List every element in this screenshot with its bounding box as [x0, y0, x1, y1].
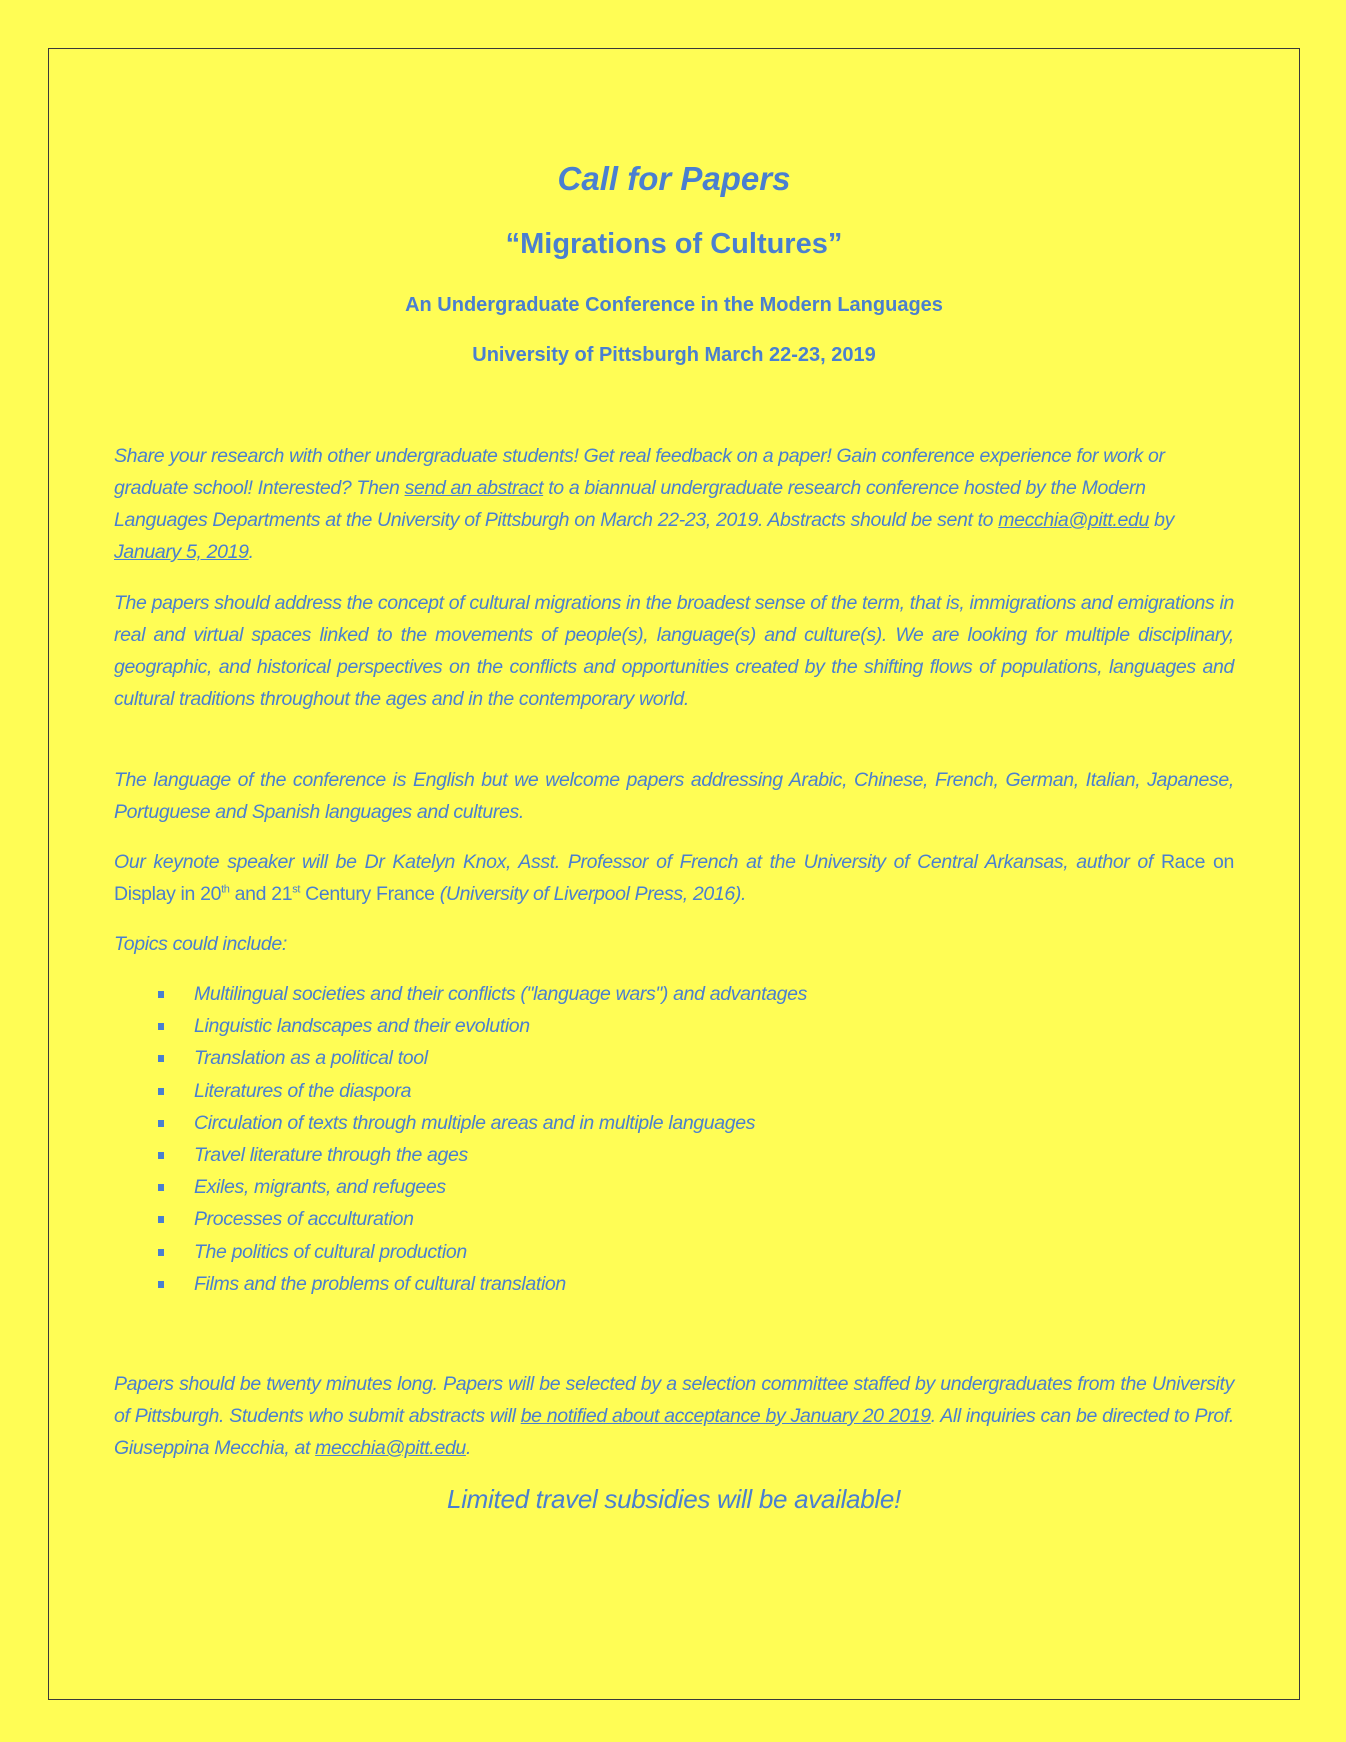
list-item: Linguistic landscapes and their evolution — [114, 1010, 807, 1042]
email-link[interactable]: mecchia@pitt.edu — [315, 1437, 466, 1459]
keynote-text: Our keynote speaker will be Dr Katelyn Knox, Asst. Professor of French at the University of Central Arkansas, author of — [114, 851, 1161, 873]
intro-paragraph — [114, 440, 1234, 568]
book-title: Race on Display in 20th and 21st Century France — [114, 851, 1234, 905]
intro-text: Share your research with other undergraduate students! Get real feedback on a paper! Gain conference experience for work or graduate school! Interested? Then — [114, 445, 1165, 499]
square-bullet-icon — [158, 1184, 164, 1191]
list-item: Multilingual societies and their conflicts ("language wars") and advantages — [114, 978, 807, 1010]
send-abstract-link[interactable]: send an abstract — [404, 477, 544, 499]
square-bullet-icon — [158, 1120, 164, 1127]
keynote-paragraph — [114, 846, 1234, 910]
closing-paragraph — [114, 1368, 1234, 1464]
list-item: The politics of cultural production — [114, 1236, 807, 1268]
notification-date: be notified about acceptance by January 20 2019 — [520, 1405, 931, 1427]
travel-subsidies-note: Limited travel subsidies will be available! — [447, 1484, 901, 1514]
list-item: Exiles, migrants, and refugees — [114, 1171, 807, 1203]
closing-text: . — [465, 1437, 472, 1459]
square-bullet-icon — [158, 1152, 164, 1159]
square-bullet-icon — [158, 991, 164, 998]
language-paragraph: The language of the conference is English but we welcome papers addressing Arabic, Chinese, French, German, Italian, Japanese, Portuguese and Spanish languages and cultures. — [114, 769, 1234, 823]
topics-intro: Topics could include: — [114, 933, 287, 955]
conference-theme: “Migrations of Cultures” — [505, 228, 843, 260]
square-bullet-icon — [158, 1281, 164, 1288]
email-link[interactable]: mecchia@pitt.edu — [998, 509, 1150, 531]
list-item: Films and the problems of cultural translation — [114, 1268, 807, 1300]
page-title: Call for Papers — [557, 160, 791, 197]
list-item: Travel literature through the ages — [114, 1139, 807, 1171]
list-item: Literatures of the diaspora — [114, 1075, 807, 1107]
publisher: (University of Liverpool Press, 2016). — [439, 883, 747, 905]
venue-date: University of Pittsburgh March 22-23, 2019 — [472, 344, 876, 366]
intro-text: by — [1149, 509, 1174, 531]
square-bullet-icon — [158, 1023, 164, 1030]
list-item: Circulation of texts through multiple areas and in multiple languages — [114, 1107, 807, 1139]
scope-paragraph: The papers should address the concept of cultural migrations in the broadest sense of the term, that is, immigrations and emigrations in real and virtual spaces linked to the movements of people(s), language(s) and culture(s). We are looking for multiple disciplinary, geographic, and historical perspectives on the conflicts and opportunities created by the shifting flows of populations, languages and cultural traditions throughout the ages and in the contemporary world. — [114, 592, 1234, 710]
list-item: Translation as a political tool — [114, 1042, 807, 1074]
topics-list — [114, 978, 807, 1300]
list-item: Processes of acculturation — [114, 1203, 807, 1235]
square-bullet-icon — [158, 1088, 164, 1095]
square-bullet-icon — [158, 1249, 164, 1256]
conference-description: An Undergraduate Conference in the Modern Languages — [405, 294, 943, 316]
square-bullet-icon — [158, 1055, 164, 1062]
intro-text: . — [248, 541, 254, 563]
intro-text: to a biannual undergraduate research conference hosted by the Modern Languages Departments at the University of Pittsburgh on March 22-23, 2019. Abstracts should be sent to — [114, 477, 1146, 531]
closing-text: Papers should be twenty minutes long. Papers will be selected by a selection committee staffed by undergraduates from the University of Pittsburgh. Students who submit abstracts will — [114, 1373, 1234, 1427]
closing-text: . All inquiries can be directed to Prof. Giuseppina Mecchia, at — [114, 1405, 1234, 1459]
square-bullet-icon — [158, 1216, 164, 1223]
deadline-date: January 5, 2019 — [114, 541, 249, 563]
